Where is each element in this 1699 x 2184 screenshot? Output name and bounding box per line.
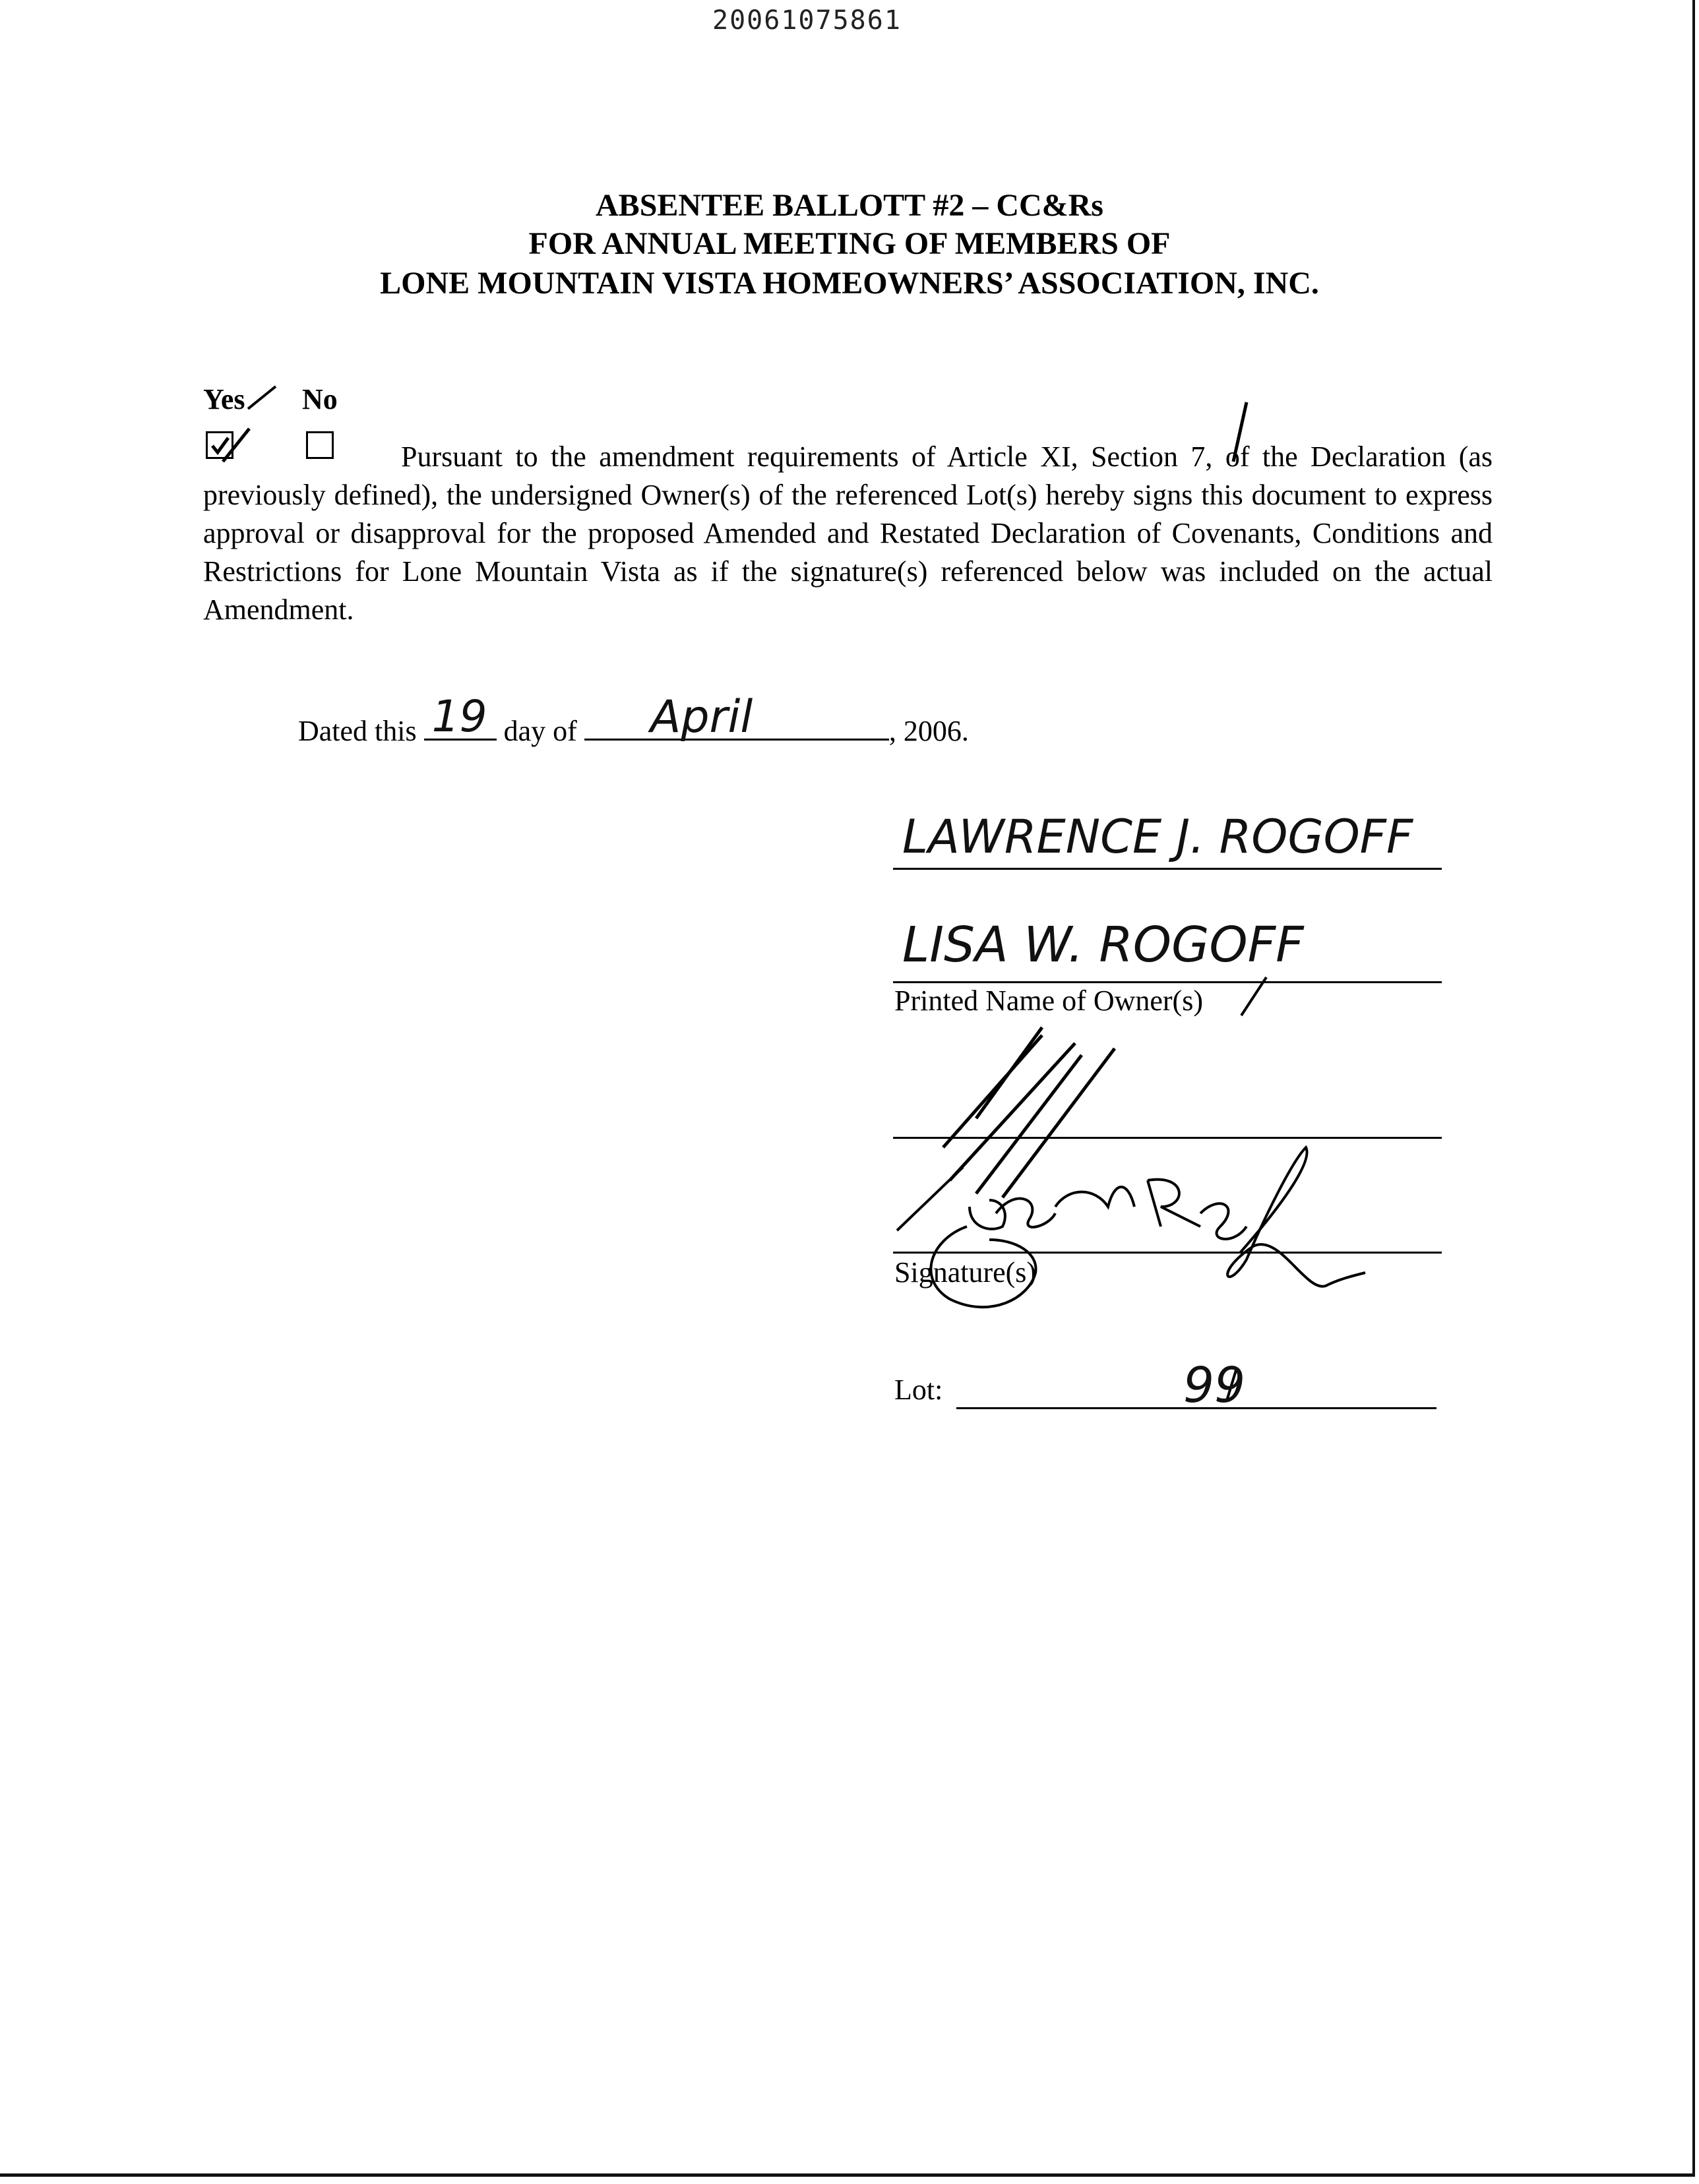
document-number: 20061075861 [712,5,902,36]
lot-label: Lot: [894,1374,943,1406]
signature-label: Signature(s) [894,1256,1037,1289]
printed-name-1: LAWRENCE J. ROGOFF [902,810,1413,864]
slash-between-yes-no [248,386,276,409]
printed-name-label: Printed Name of Owner(s) [894,985,1203,1017]
yes-check-stroke [223,429,249,462]
month-value: April [650,691,753,743]
printed-name-2: LISA W. ROGOFF [902,917,1304,973]
slash-after-owners-label [1241,977,1266,1016]
signature-lisa [931,1147,1365,1307]
body-paragraph: Pursuant to the amendment requirements of Article XI, Section 7, of the Declaration (as previously defined), the undersigned Owner(s) of the referenced Lot(s) hereby signs this document to express approval or disapproval for the proposed Amended and Restated Declaration of Covenants, Conditions and Restrictions for Lone Mountain Vista as if the signature(s) referenced below was included on the actual Amendment. [203,440,1493,626]
dated-suffix: , 2006. [888,715,969,747]
title-line-1: ABSENTEE BALLOTT #2 – CC&Rs [596,188,1103,223]
no-label: No [302,383,338,415]
lot-value: 99 [1183,1357,1246,1414]
yes-label: Yes [203,383,245,415]
dated-prefix: Dated this [298,715,417,747]
title-line-3: LONE MOUNTAIN VISTA HOMEOWNERS’ ASSOCIATION, INC. [380,266,1319,301]
dated-middle: day of [503,715,577,747]
day-value: 19 [431,691,487,742]
month-trailing-stroke [1233,402,1247,462]
title-line-2: FOR ANNUAL MEETING OF MEMBERS OF [528,226,1171,261]
signature-lawrence [897,1027,1115,1230]
